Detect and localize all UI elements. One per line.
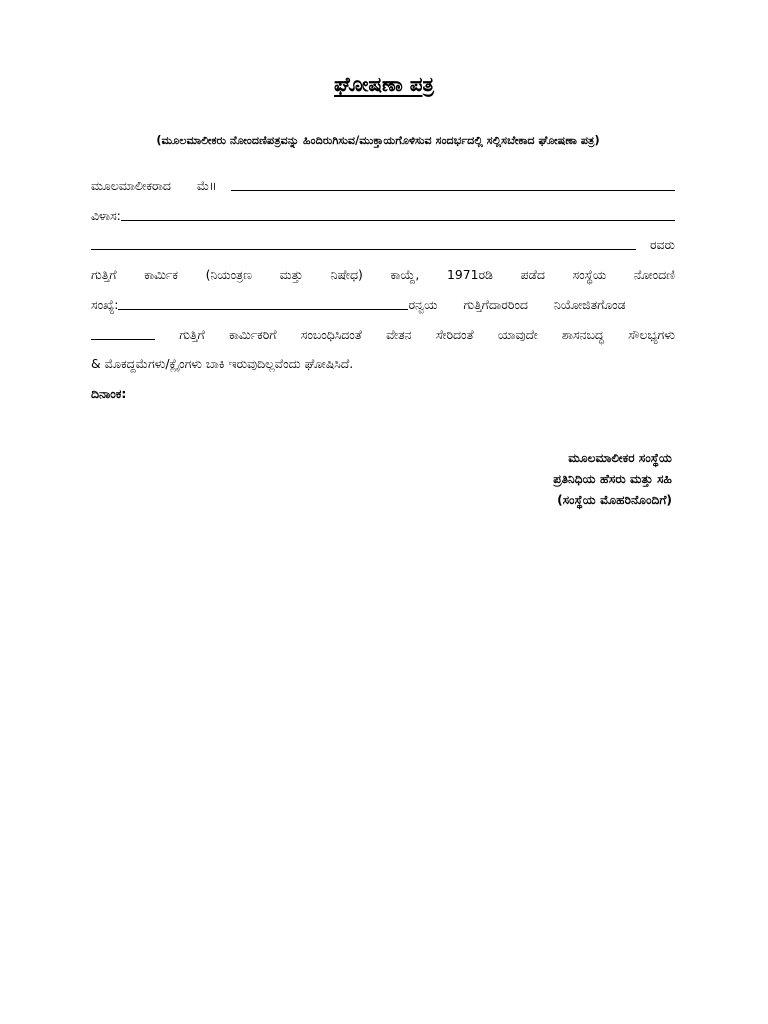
act-reference-line: [91, 259, 675, 283]
line4-word: ಮತ್ತು: [279, 267, 303, 282]
line4-word: (ನಿಯಂತ್ರಣ: [205, 267, 252, 282]
line4-word: 1971ರಡಿ: [446, 267, 493, 282]
date-line: [91, 378, 675, 402]
line4-word: ಕಾರ್ಮಿಕ: [144, 267, 178, 282]
owner-prefix: ಮೆ॥: [196, 178, 217, 193]
line6-word: ಕಾರ್ಮಿಕರಿಗೆ: [228, 327, 277, 342]
owner-name-blank: [231, 190, 675, 191]
document-title: ಘೋಷಣಾ ಪತ್ರ: [334, 72, 434, 96]
line6-word: ಸೇರಿದಂತೆ: [435, 327, 474, 342]
declaration-closing-line: [91, 348, 675, 372]
count-blank: [91, 339, 155, 340]
line6-word: ಸಂಬಂಧಿಸಿದಂತೆ: [300, 327, 362, 342]
line4-word: ಪಡೆದ: [520, 267, 545, 282]
line5-word: ರನ್ವಯ: [408, 297, 438, 312]
registration-label: ಸಂಖ್ಯೆ:: [91, 297, 119, 312]
line4-word: ಸಂಸ್ಥೆಯ: [572, 267, 607, 282]
registration-number-blank: [118, 309, 408, 310]
line3-suffix: ರವರು: [649, 237, 675, 252]
line6-word: ಸೌಲಭ್ಯಗಳು: [628, 327, 675, 342]
line6-word: ಶಾಸನಬದ್ಧ: [561, 327, 604, 342]
declaration-closing-text: & ಮೊಕದ್ದಮೆಗಳು/ಕ್ಲೈಂಗಳು ಬಾಕಿ ಇರುವುದಿಲ್ಲವೆಂದು ಘೋಷಿಸಿದೆ.: [91, 356, 354, 371]
address-continuation-line: [91, 229, 675, 253]
line4-word: ನಿಷೇಧ): [330, 267, 363, 282]
signature-line-3: (ಸಂಸ್ಥೆಯ ಮೊಹರಿನೊಂದಿಗೆ): [557, 493, 672, 507]
wages-line: [91, 319, 675, 343]
signature-line-2: ಪ್ರತಿನಿಧಿಯ ಹೆಸರು ಮತ್ತು ಸಹಿ: [553, 472, 672, 486]
document-subtitle: (ಮೂಲಮಾಲೀಕರು ನೋಂದಣಿಪತ್ರವನ್ನು ಹಿಂದಿರುಗಿಸುವ/ಮುಕ್ತಾಯಗೊಳಿಸುವ ಸಂದರ್ಭದಲ್ಲಿ ಸಲ್ಲಿಸಬೇಕಾದ ಘೋಷಣಾ ಪತ್ರ): [156, 134, 600, 147]
line5-word: ಗುತ್ತಿಗೆದಾರರಿಂದ: [463, 297, 528, 312]
line5-word: ನಿಯೋಜಿತಗೊಂಡ: [553, 297, 626, 312]
date-label: ದಿನಾಂಕ:: [91, 386, 127, 401]
address-label: ವಿಳಾಸ:: [91, 208, 121, 223]
owner-name-line: [91, 170, 675, 194]
line6-word: ಯಾವುದೇ: [497, 327, 538, 342]
address-blank: [121, 220, 675, 221]
line6-word: ವೇತನ: [386, 327, 412, 342]
address-line: [91, 200, 675, 224]
signature-line-1: ಮೂಲಮಾಲೀಕರ ಸಂಸ್ಥೆಯ: [568, 451, 672, 465]
address-continuation-blank: [91, 249, 636, 250]
registration-number-line: [91, 289, 675, 313]
owner-label: ಮೂಲಮಾಲೀಕರಾದ: [91, 178, 171, 193]
line4-word: ಗುತ್ತಿಗೆ: [91, 267, 117, 282]
line4-word: ನೋಂದಣಿ: [633, 267, 675, 282]
line4-word: ಕಾಯ್ದೆ,: [390, 267, 420, 282]
line6-word: ಗುತ್ತಿಗೆ: [179, 327, 205, 342]
